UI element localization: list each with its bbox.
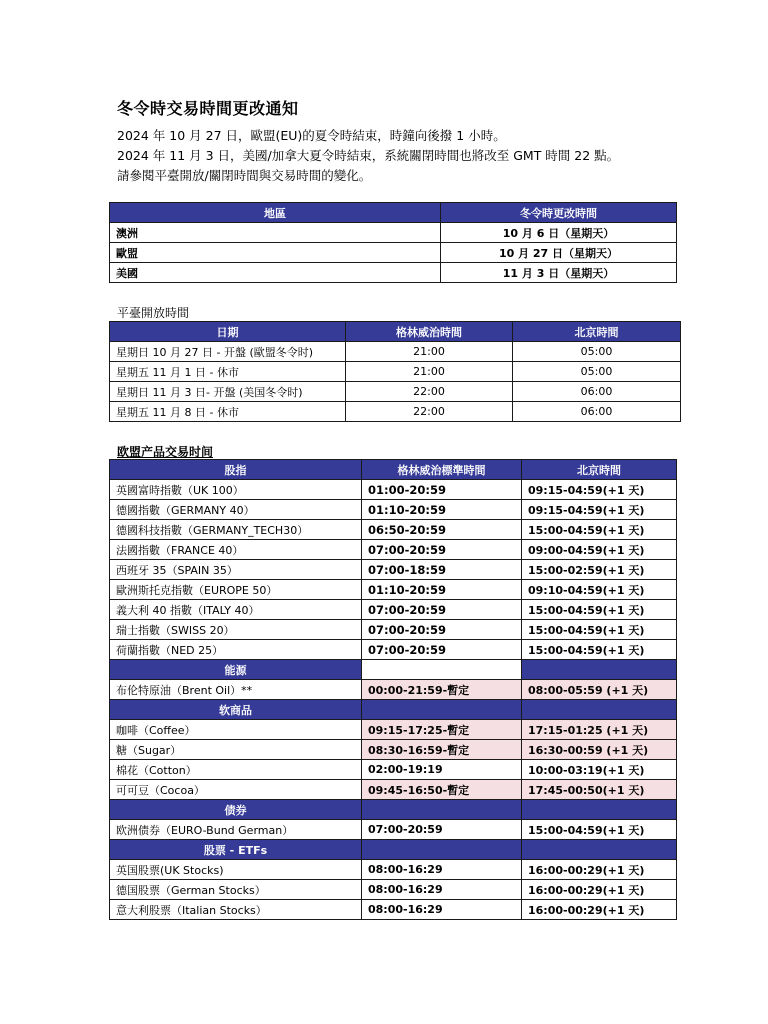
table-row	[110, 382, 681, 402]
beijing-cell: 15:00-04:59(+1 天)	[522, 820, 677, 840]
beijing-cell: 17:15-01:25 (+1 天)	[522, 720, 677, 740]
gmt-cell: 07:00-20:59	[362, 640, 522, 660]
beijing-cell: 15:00-04:59(+1 天)	[522, 520, 677, 540]
intro-text	[117, 126, 619, 186]
gmt-cell: 21:00	[346, 362, 513, 382]
date-cell: 星期日 10 月 27 日 - 开盤 (歐盟冬令时)	[110, 342, 346, 362]
gmt-cell: 08:00-16:29	[362, 880, 522, 900]
table-row	[110, 680, 677, 700]
date-cell: 11 月 3 日（星期天）	[441, 263, 677, 283]
column-header: 北京時間	[522, 460, 677, 480]
empty-cell	[522, 800, 677, 820]
table-row	[110, 243, 677, 263]
product-cell: 英国股票(UK Stocks)	[110, 860, 362, 880]
table-row	[110, 263, 677, 283]
product-cell: 義大利 40 指數（ITALY 40）	[110, 600, 362, 620]
gmt-cell: 07:00-20:59	[362, 820, 522, 840]
product-cell: 荷蘭指數（NED 25）	[110, 640, 362, 660]
table-row	[110, 860, 677, 880]
gmt-cell: 22:00	[346, 402, 513, 422]
table-row	[110, 900, 677, 920]
beijing-cell: 16:30-00:59 (+1 天)	[522, 740, 677, 760]
gmt-cell: 09:15-17:25-暫定	[362, 720, 522, 740]
group-header-softs: 软商品	[110, 700, 362, 720]
product-cell: 糖（Sugar）	[110, 740, 362, 760]
beijing-cell: 09:15-04:59(+1 天)	[522, 480, 677, 500]
gmt-cell: 01:10-20:59	[362, 580, 522, 600]
table-row	[110, 580, 677, 600]
table-row	[110, 362, 681, 382]
date-cell: 星期五 11 月 1 日 - 休市	[110, 362, 346, 382]
group-header-energy: 能源	[110, 660, 362, 680]
table-header-row	[110, 203, 677, 223]
table-row	[110, 760, 677, 780]
beijing-cell: 15:00-04:59(+1 天)	[522, 640, 677, 660]
product-cell: 瑞士指數（SWISS 20）	[110, 620, 362, 640]
empty-cell	[522, 700, 677, 720]
table-row	[110, 500, 677, 520]
beijing-cell: 16:00-00:29(+1 天)	[522, 900, 677, 920]
table-row	[110, 720, 677, 740]
group-header-row	[110, 700, 677, 720]
beijing-cell: 15:00-04:59(+1 天)	[522, 600, 677, 620]
gmt-cell: 08:00-16:29	[362, 900, 522, 920]
table-row	[110, 620, 677, 640]
beijing-cell: 17:45-00:50(+1 天)	[522, 780, 677, 800]
table-row	[110, 480, 677, 500]
gmt-cell: 07:00-20:59	[362, 540, 522, 560]
column-header: 股指	[110, 460, 362, 480]
date-cell: 10 月 27 日（星期天）	[441, 243, 677, 263]
beijing-cell: 09:15-04:59(+1 天)	[522, 500, 677, 520]
beijing-cell: 06:00	[513, 382, 681, 402]
product-cell: 咖啡（Coffee）	[110, 720, 362, 740]
table-row	[110, 342, 681, 362]
empty-cell	[522, 660, 677, 680]
beijing-cell: 08:00-05:59 (+1 天)	[522, 680, 677, 700]
region-cell: 歐盟	[110, 243, 441, 263]
gmt-cell: 21:00	[346, 342, 513, 362]
product-cell: 欧洲债券（EURO-Bund German）	[110, 820, 362, 840]
table-row	[110, 560, 677, 580]
date-cell: 10 月 6 日（星期天）	[441, 223, 677, 243]
date-cell: 星期日 11 月 3 日- 开盤 (美国冬令时)	[110, 382, 346, 402]
intro-line: 請參閱平臺開放/關閉時間與交易時間的變化。	[117, 168, 372, 183]
empty-cell	[522, 840, 677, 860]
table-row	[110, 540, 677, 560]
beijing-cell: 05:00	[513, 342, 681, 362]
table-row	[110, 740, 677, 760]
empty-cell	[362, 700, 522, 720]
table-header-row	[110, 460, 677, 480]
product-cell: 德國科技指數（GERMANY_TECH30）	[110, 520, 362, 540]
gmt-cell: 09:45-16:50-暫定	[362, 780, 522, 800]
column-header: 北京時間	[513, 322, 681, 342]
table-row	[110, 780, 677, 800]
section-heading-products: 欧盟产品交易时间	[117, 445, 214, 459]
group-header-bonds: 债券	[110, 800, 362, 820]
beijing-cell: 06:00	[513, 402, 681, 422]
table-row	[110, 520, 677, 540]
beijing-cell: 09:00-04:59(+1 天)	[522, 540, 677, 560]
column-header: 格林威治標準時間	[362, 460, 522, 480]
region-cell: 澳洲	[110, 223, 441, 243]
gmt-cell: 07:00-20:59	[362, 620, 522, 640]
column-header: 格林威治時間	[346, 322, 513, 342]
product-cell: 布伦特原油（Brent Oil）**	[110, 680, 362, 700]
table-row	[110, 880, 677, 900]
beijing-cell: 16:00-00:29(+1 天)	[522, 860, 677, 880]
dst-change-table	[109, 202, 677, 283]
table-header-row	[110, 322, 681, 342]
table-row	[110, 820, 677, 840]
section-heading-platform: 平臺開放時間	[117, 306, 190, 320]
gmt-cell: 00:00-21:59-暫定	[362, 680, 522, 700]
group-header-row	[110, 840, 677, 860]
group-header-stocks: 股票 - ETFs	[110, 840, 362, 860]
product-cell: 英國富時指數（UK 100）	[110, 480, 362, 500]
empty-cell	[362, 660, 522, 680]
product-cell: 德國指數（GERMANY 40）	[110, 500, 362, 520]
beijing-cell: 15:00-02:59(+1 天)	[522, 560, 677, 580]
empty-cell	[362, 840, 522, 860]
date-cell: 星期五 11 月 8 日 - 休市	[110, 402, 346, 422]
product-cell: 意大利股票（Italian Stocks）	[110, 900, 362, 920]
table-row	[110, 600, 677, 620]
product-cell: 可可豆（Cocoa）	[110, 780, 362, 800]
product-cell: 西班牙 35（SPAIN 35）	[110, 560, 362, 580]
empty-cell	[362, 800, 522, 820]
gmt-cell: 01:00-20:59	[362, 480, 522, 500]
product-cell: 棉花（Cotton）	[110, 760, 362, 780]
beijing-cell: 05:00	[513, 362, 681, 382]
table-row	[110, 640, 677, 660]
beijing-cell: 10:00-03:19(+1 天)	[522, 760, 677, 780]
gmt-cell: 06:50-20:59	[362, 520, 522, 540]
product-cell: 歐洲斯托克指數（EUROPE 50）	[110, 580, 362, 600]
product-cell: 德国股票（German Stocks）	[110, 880, 362, 900]
region-cell: 美國	[110, 263, 441, 283]
group-header-row	[110, 800, 677, 820]
gmt-cell: 07:00-20:59	[362, 600, 522, 620]
page-title: 冬令時交易時間更改通知	[117, 99, 299, 118]
gmt-cell: 01:10-20:59	[362, 500, 522, 520]
beijing-cell: 16:00-00:29(+1 天)	[522, 880, 677, 900]
intro-line: 2024 年 11 月 3 日，美國/加拿大夏令時結束，系統關閉時間也將改至 GMT 時間 22 點。	[117, 148, 620, 163]
gmt-cell: 22:00	[346, 382, 513, 402]
gmt-cell: 07:00-18:59	[362, 560, 522, 580]
table-row	[110, 402, 681, 422]
gmt-cell: 08:30-16:59-暫定	[362, 740, 522, 760]
table-row	[110, 223, 677, 243]
column-header: 冬令時更改時間	[441, 203, 677, 223]
products-hours-table	[109, 459, 677, 920]
beijing-cell: 15:00-04:59(+1 天)	[522, 620, 677, 640]
platform-hours-table	[109, 321, 681, 422]
gmt-cell: 08:00-16:29	[362, 860, 522, 880]
column-header: 日期	[110, 322, 346, 342]
column-header: 地區	[110, 203, 441, 223]
intro-line: 2024 年 10 月 27 日，歐盟(EU)的夏令時結束，時鐘向後撥 1 小時。	[117, 128, 506, 143]
group-header-row	[110, 660, 677, 680]
beijing-cell: 09:10-04:59(+1 天)	[522, 580, 677, 600]
product-cell: 法國指數（FRANCE 40）	[110, 540, 362, 560]
gmt-cell: 02:00-19:19	[362, 760, 522, 780]
